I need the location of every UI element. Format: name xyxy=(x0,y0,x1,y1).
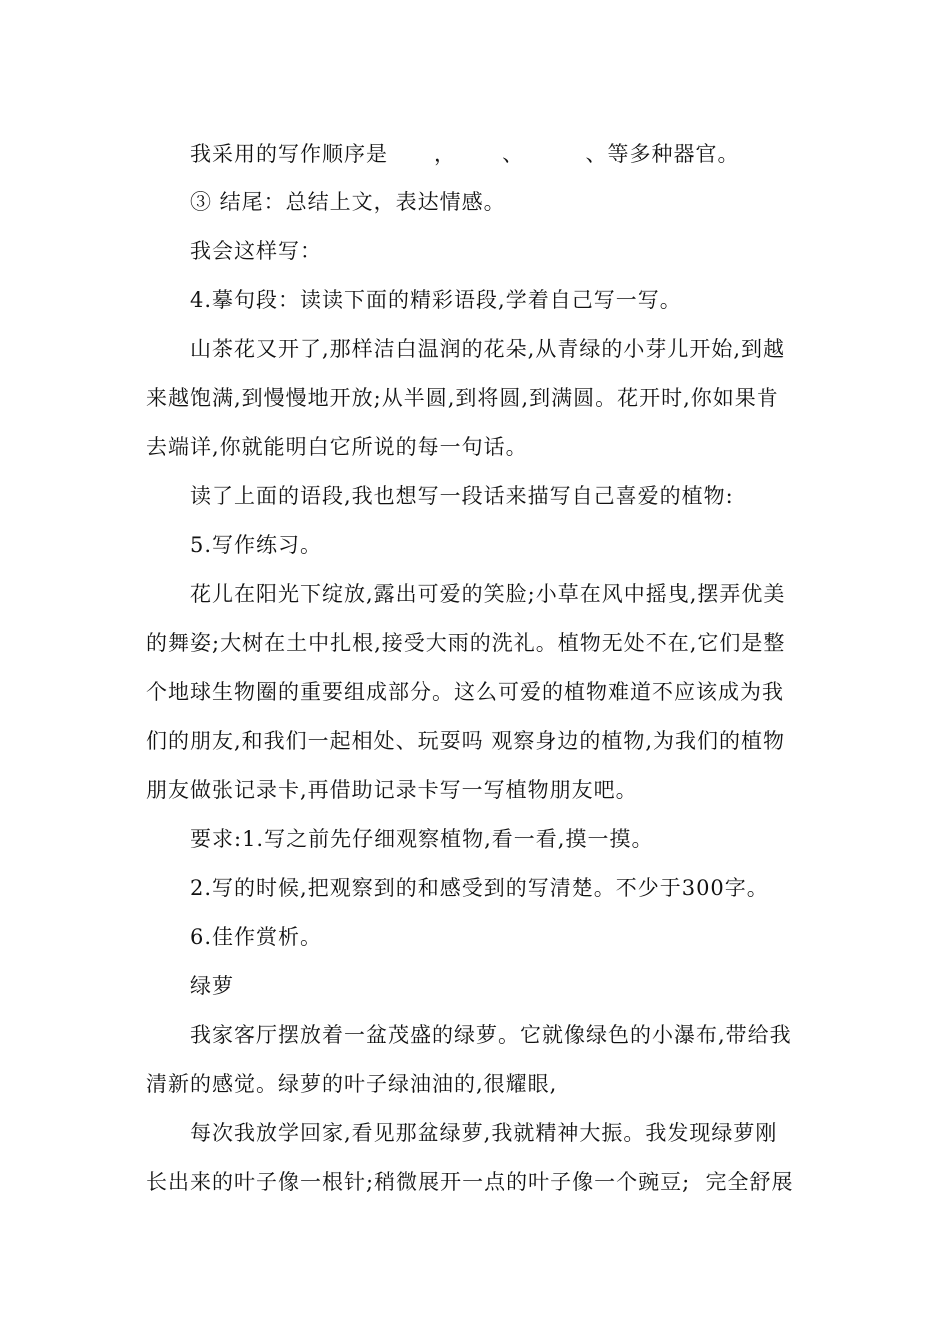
heading-essay-appreciation: 6.佳作赏析。 xyxy=(190,925,323,949)
paragraph-plants-line-1: 花儿在阳光下绽放,露出可爱的笑脸;小草在风中摇曳,摆弄优美 xyxy=(190,582,786,606)
paragraph-plants-line-4: 们的朋友,和我们一起相处、玩耍吗 观察身边的植物,为我们的植物 xyxy=(146,729,786,753)
essay-paragraph-2-line-2: 长出来的叶子像一根针;稍微展开一点的叶子像一个豌豆; 完全舒展 xyxy=(146,1170,794,1194)
essay-title: 绿萝 xyxy=(190,974,234,998)
requirement-1: 要求:1.写之前先仔细观察植物,看一看,摸一摸。 xyxy=(190,827,654,851)
paragraph-camellia-line-1: 山茶花又开了,那样洁白温润的花朵,从青绿的小芽儿开始,到越 xyxy=(190,337,786,361)
essay-paragraph-1-line-2: 清新的感觉。绿萝的叶子绿油油的,很耀眼, xyxy=(146,1072,558,1096)
essay-paragraph-1-line-1: 我家客厅摆放着一盆茂盛的绿萝。它就像绿色的小瀑布,带给我 xyxy=(190,1023,792,1047)
paragraph-camellia-line-3: 去端详,你就能明白它所说的每一句话。 xyxy=(146,435,528,459)
essay-paragraph-2-line-1: 每次我放学回家,看见那盆绿萝,我就精神大振。我发现绿萝刚 xyxy=(190,1121,778,1145)
heading-writing-practice: 5.写作练习。 xyxy=(190,533,323,557)
paragraph-plants-line-2: 的舞姿;大树在土中扎根,接受大雨的洗礼。植物无处不在,它们是整 xyxy=(146,631,786,655)
text-line-ending: ③ 结尾：总结上文，表达情感。 xyxy=(190,190,506,214)
paragraph-camellia-line-2: 来越饱满,到慢慢地开放;从半圆,到将圆,到满圆。花开时,你如果肯 xyxy=(146,386,779,410)
paragraph-plants-line-3: 个地球生物圈的重要组成部分。这么可爱的植物难道不应该成为我 xyxy=(146,680,784,704)
paragraph-plants-line-5: 朋友做张记录卡,再借助记录卡写一写植物朋友吧。 xyxy=(146,778,638,802)
text-line-after-reading: 读了上面的语段,我也想写一段话来描写自己喜爱的植物: xyxy=(190,484,734,508)
text-line-i-will-write: 我会这样写： xyxy=(190,239,322,263)
text-line-writing-order: 我采用的写作顺序是 ， 、 、等多种器官。 xyxy=(190,142,740,166)
requirement-2: 2.写的时候,把观察到的和感受到的写清楚。不少于300字。 xyxy=(190,876,769,900)
heading-copy-sentences: 4.摹句段：读读下面的精彩语段,学着自己写一写。 xyxy=(190,288,682,312)
